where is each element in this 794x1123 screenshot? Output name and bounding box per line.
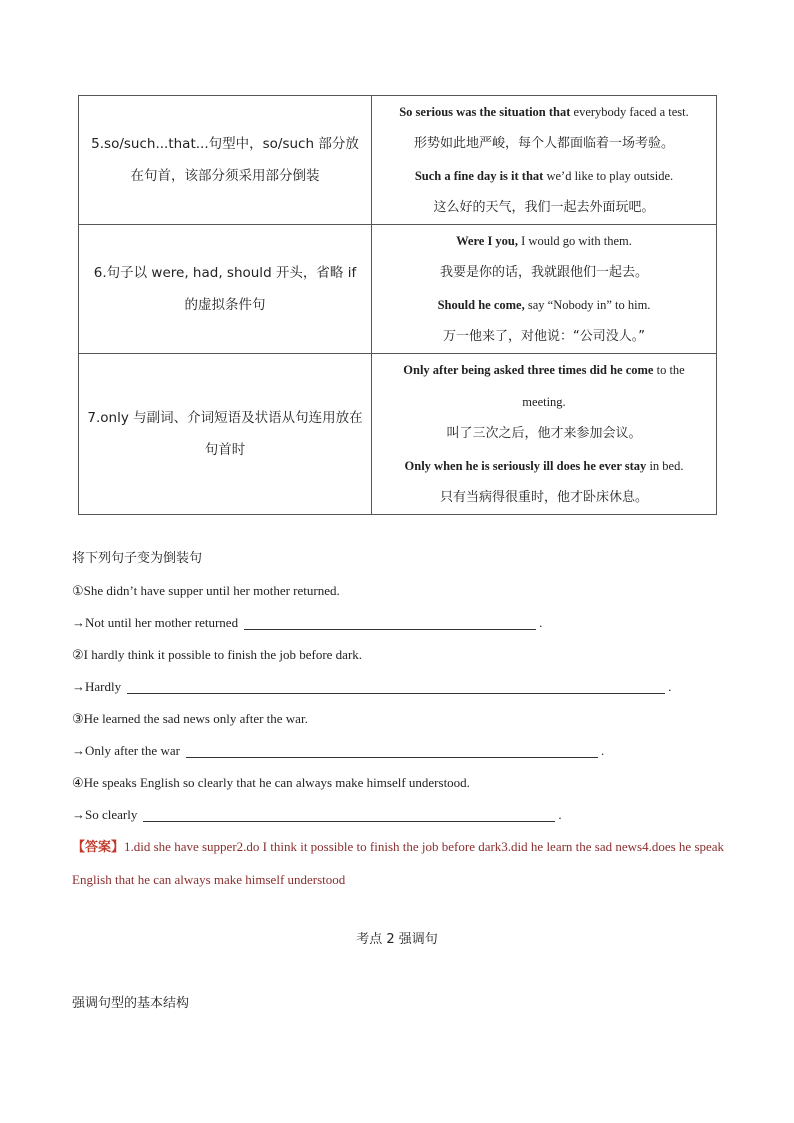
example-cell [372,225,717,354]
example-line-continued: meeting. [522,395,566,409]
answer-blank[interactable] [127,679,665,694]
answer-tag: 【答案】 [72,840,125,855]
table-row [79,96,717,225]
exercise-section [72,543,732,896]
answer-blank[interactable] [143,807,555,822]
exercise-answer-line: →Hardly . [72,679,672,694]
rule-cell: 5.so/such...that...句型中，so/such 部分放在句首，该部分须采用部分倒装 [79,96,372,225]
example-translation: 这么好的天气，我们一起去外面玩吧。 [433,200,655,215]
table-row [79,354,717,515]
answer-text: 1.did she have supper2.do I think it possible to finish the job before dark3.did he learn the sad news4.does he speak English that he can always make himself understood [72,839,725,887]
exercise-question: ②I hardly think it possible to finish the job before dark. [72,647,363,662]
inversion-rules-table [78,95,717,515]
example-line: Were I you, I would go with them. [456,234,632,248]
rule-cell: 6.句子以 were, had, should 开头，省略 if 的虚拟条件句 [79,225,372,354]
example-translation: 我要是你的话，我就跟他们一起去。 [439,265,648,280]
example-line: Such a fine day is it that we’d like to play outside. [414,169,674,183]
example-translation: 形势如此地严峻，每个人都面临着一场考验。 [413,136,674,151]
exercise-question: ③He learned the sad news only after the war. [72,711,308,726]
exercise-answer-line: →Not until her mother returned . [72,615,543,630]
sub-title: 强调句型的基本结构 [72,996,190,1011]
example-line: Should he come, say “Nobody in” to him. [437,298,651,312]
example-line: Only after being asked three times did he come to the [403,363,685,377]
example-line: Only when he is seriously ill does he ever stay in bed. [404,459,684,473]
answer-block [72,831,732,896]
exercise-question: ④He speaks English so clearly that he can always make himself understood. [72,775,470,790]
example-cell [372,96,717,225]
example-translation: 叫了三次之后，他才来参加会议。 [446,426,642,441]
exercise-answer-line: →So clearly . [72,807,562,822]
exercise-answer-line: →Only after the war . [72,743,605,758]
example-line: So serious was the situation that everybody faced a test. [399,105,689,119]
exercise-question: ①She didn’t have supper until her mother returned. [72,583,340,598]
answer-blank[interactable] [186,743,598,758]
exercise-instruction: 将下列句子变为倒装句 [72,551,203,566]
section-title: 考点 2 强调句 [356,932,438,947]
table-row [79,225,717,354]
example-translation: 万一他来了，对他说：“公司没人。” [443,329,645,344]
example-translation: 只有当病得很重时，他才卧床休息。 [439,490,648,505]
example-cell [372,354,717,515]
answer-blank[interactable] [244,615,536,630]
rule-cell: 7.only 与副词、介词短语及状语从句连用放在句首时 [79,354,372,515]
